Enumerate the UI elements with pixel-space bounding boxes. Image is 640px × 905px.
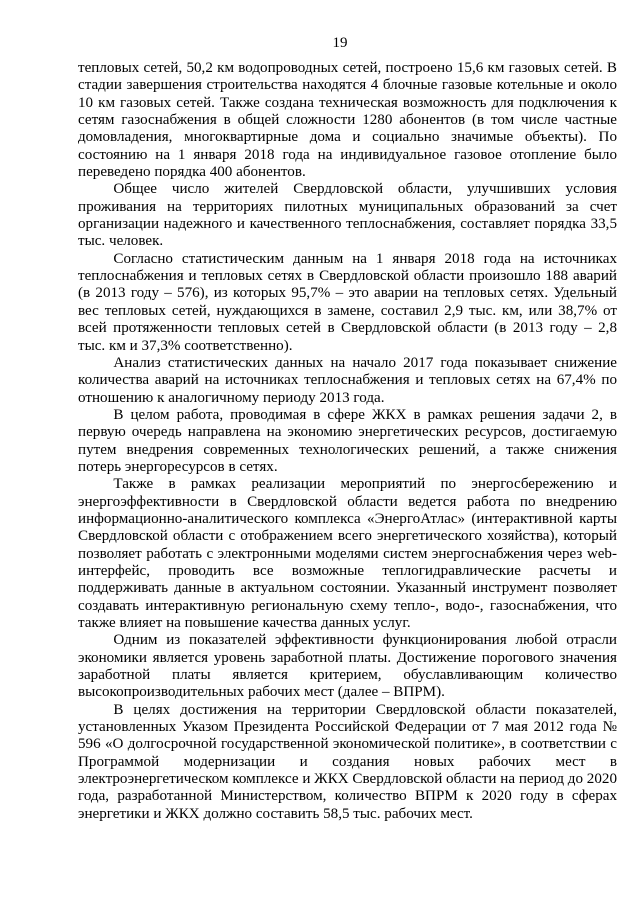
body-paragraph: В целях достижения на территории Свердловской области показателей, установленных Указом Президента Российской Федерации от 7 мая 2012 года № 596 «О долгосрочной государственной экономической политике», в соответствии с Программой модернизации и создания новых рабочих мест в электроэнергетическом комплексе и ЖКХ Свердловской области на период до 2020 года, разработанной Министерством, количество ВПРМ к 2020 году в сферах энергетики и ЖКХ должно составить 58,5 тыс. рабочих мест. — [78, 701, 617, 822]
body-paragraph: Общее число жителей Свердловской области, улучшивших условия проживания на территориях пилотных муниципальных образований за счет организации надежного и качественного теплоснабжения, составляет порядка 33,5 тыс. человек. — [78, 181, 617, 250]
document-body — [78, 60, 617, 823]
body-paragraph: Одним из показателей эффективности функционирования любой отрасли экономики является уровень заработной платы. Достижение порогового значения заработной платы является критерием, обуславливающим количество высокопроизводительных рабочих мест (далее – ВПРМ). — [78, 632, 617, 701]
body-paragraph: Анализ статистических данных на начало 2017 года показывает снижение количества аварий на источниках теплоснабжения и тепловых сетях на 67,4% по отношению к аналогичному периоду 2013 года. — [78, 354, 617, 406]
body-paragraph: Также в рамках реализации мероприятий по энергосбережению и энергоэффективности в Свердловской области ведется работа по внедрению информационно-аналитического комплекса «ЭнергоАтлас» (интерактивной карты Свердловской области с отображением всего энергетического хозяйства), который позволяет работать с электронными моделями систем энергоснабжения через web-интерфейс, проводить все возможные теплогидравлические расчеты и поддерживать данные в актуальном состоянии. Указанный инструмент позволяет создавать интерактивную региональную схему тепло-, водо-, газоснабжения, что также влияет на повышение качества данных услуг. — [78, 476, 617, 631]
page-number: 19 — [332, 35, 348, 51]
body-paragraph: В целом работа, проводимая в сфере ЖКХ в рамках решения задачи 2, в первую очередь направлена на экономию энергетических ресурсов, достигаемую путем внедрения современных технологических решений, а также снижения потерь энергоресурсов в сетях. — [78, 406, 617, 475]
body-paragraph: Согласно статистическим данным на 1 января 2018 года на источниках теплоснабжения и тепловых сетях в Свердловской области произошло 188 аварий (в 2013 году – 576), из которых 95,7% – это аварии на тепловых сетях. Удельный вес тепловых сетей, нуждающихся в замене, составил 2,9 тыс. км, или 38,7% от всей протяженности тепловых сетей в Свердловской области (в 2013 году – 2,8 тыс. км и 37,3% соответственно). — [78, 250, 617, 354]
body-paragraph: тепловых сетей, 50,2 км водопроводных сетей, построено 15,6 км газовых сетей. В стадии завершения строительства находятся 4 блочные газовые котельные и около 10 км газовых сетей. Также создана техническая возможность для подключения к сетям газоснабжения в общей сложности 1280 абонентов (в том числе частные домовладения, многоквартирные дома и социально значимые объекты). По состоянию на 1 января 2018 года на индивидуальное газовое отопление было переведено порядка 400 абонентов. — [78, 60, 617, 181]
